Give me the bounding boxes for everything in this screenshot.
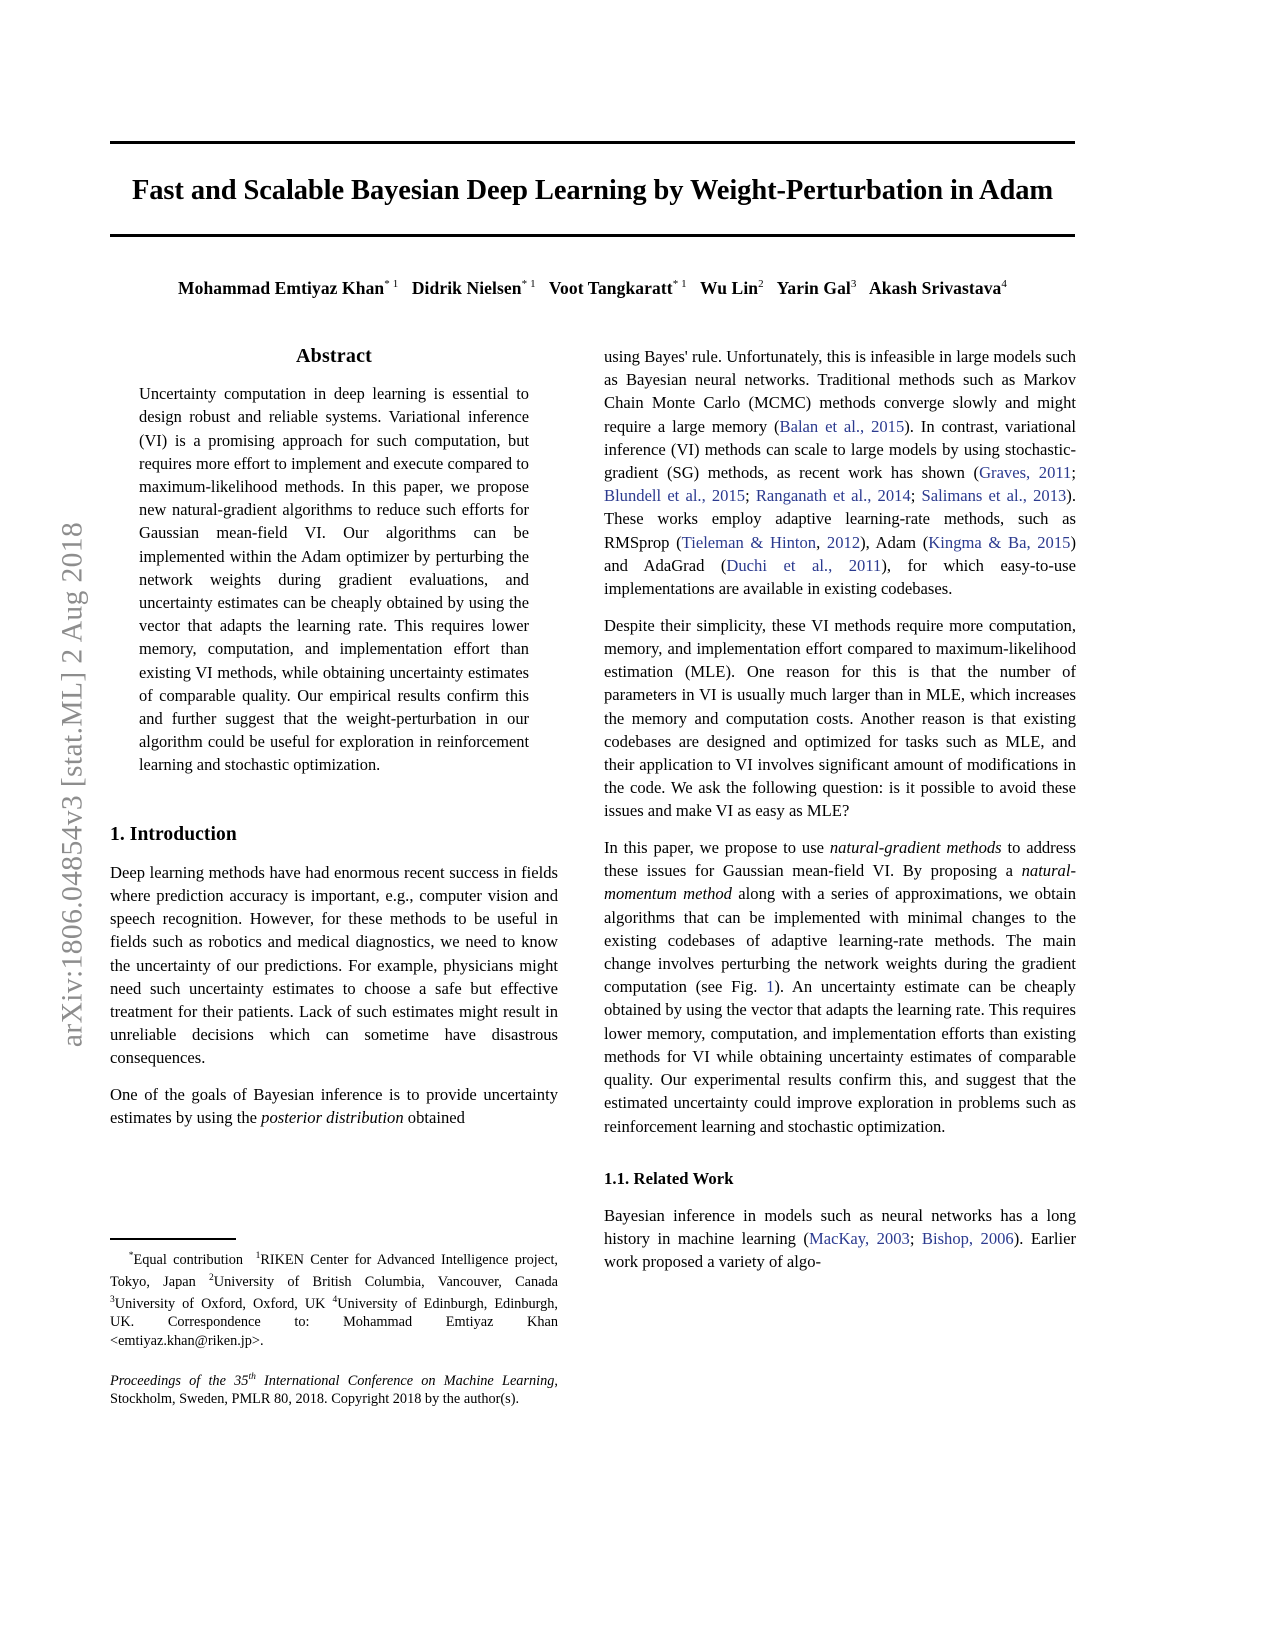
author-entry — [700, 278, 764, 298]
author-name: Mohammad Emtiyaz Khan — [177, 278, 385, 298]
citation-link[interactable]: Duchi et al., 2011 — [726, 555, 882, 575]
footnote-mark-star: * — [128, 1250, 134, 1261]
text-run: Bayesian inference in models such as neural networks has a long history in machine learning ( — [604, 1205, 1076, 1249]
text-run: to address these issues for Gaussian mean-field VI. By proposing a — [604, 838, 1076, 881]
author-entry — [549, 278, 687, 298]
emphasis-posterior-distribution: posterior distribution — [261, 1108, 404, 1128]
right-paragraph-2: Despite their simplicity, these VI methods require more computation, memory, and implementation effort compared to maximum-likelihood estimation (MLE). One reason for this is that the number of parameters in VI is usually much larger than in MLE, which increases the memory and computation costs. Another reason is that existing codebases are designed and optimized for tasks such as MLE, and their application to VI involves significant amount of modifications in the code. We ask the following question: is it possible to avoid these issues and make VI as easy as MLE? — [604, 615, 1076, 821]
citation-link[interactable]: Bishop, 2006 — [921, 1229, 1014, 1249]
abstract-body: Uncertainty computation in deep learning is essential to design robust and reliable systems. Variational inference (VI) is a promising approach for such computation, but requires more effort to implement and execute compared to maximum-likelihood methods. In this paper, we propose new natural-gradient algorithms to reduce such efforts for Gaussian mean-field VI. Our algorithms can be implemented within the Adam optimizer by perturbing the network weights during gradient evaluations, and uncertainty estimates can be cheaply obtained by using the vector that adapts the learning rate. This requires lower memory, computation, and implementation effort than existing VI methods, while obtaining uncertainty estimates of comparable quality. Our empirical results confirm this and further suggest that the weight-perturbation in our algorithm could be useful for exploration in reinforcement learning and stochastic optimization. — [139, 384, 529, 775]
right-paragraph-3 — [604, 836, 1076, 1138]
proceedings-lead: Proceedings of the — [110, 1372, 235, 1389]
emphasis-natural-momentum-method: natural-momentum method — [604, 861, 1076, 904]
citation-link[interactable]: MacKay, 2003 — [808, 1229, 910, 1249]
author-list — [110, 278, 1075, 299]
text-run: ). These works employ adaptive learning-rate methods, such as RMSprop ( — [604, 486, 1076, 552]
text-run: ; — [910, 486, 922, 506]
citation-link[interactable]: 2012 — [826, 532, 861, 552]
affiliation-1: RIKEN Center for Advanced Intelligence project, Tokyo, Japan — [110, 1251, 558, 1290]
proceedings-rest: , Stockholm, Sweden, PMLR 80, 2018. Copyright 2018 by the author(s). — [110, 1372, 558, 1408]
author-name: Akash Srivastava — [869, 278, 1002, 298]
section-heading-related-work: 1.1. Related Work — [604, 1168, 734, 1188]
author-affiliation-marks: * 1 — [384, 278, 399, 291]
footnote-text — [110, 1247, 558, 1350]
proceedings-ordinal-suffix: th — [248, 1371, 256, 1382]
citation-link[interactable]: Graves, 2011 — [979, 463, 1072, 483]
footnote-equal-contribution: Equal contribution — [133, 1251, 244, 1268]
text-run: ). In contrast, variational inference (VI) methods can scale to large models by using stochastic-gradient (SG) methods, as recent work has shown ( — [604, 416, 1076, 483]
citation-link[interactable]: Tieleman & Hinton — [681, 532, 817, 552]
text-run: ; — [909, 1229, 922, 1249]
text-run: ; — [1071, 463, 1076, 483]
figure-reference-link[interactable]: 1 — [766, 977, 775, 997]
page-title: Fast and Scalable Bayesian Deep Learning by Weight-Perturbation in Adam — [131, 175, 1054, 206]
title-block — [110, 141, 1075, 237]
text-run: , — [816, 532, 827, 552]
text-run: ). Earlier work proposed a variety of algo- — [604, 1229, 1076, 1272]
author-entry — [178, 278, 398, 298]
text-run: obtained — [403, 1108, 465, 1128]
text-run: using Bayes' rule. Unfortunately, this is infeasible in large models such as Bayesian neural networks. Traditional methods such as Markov Chain Monte Carlo (MCMC) methods converge slowly and might require a large memory ( — [604, 347, 1076, 436]
citation-link[interactable]: Kingma & Ba, 2015 — [928, 532, 1071, 552]
right-column — [604, 345, 1076, 1274]
text-run: ; — [745, 486, 756, 506]
emphasis-natural-gradient-methods: natural-gradient methods — [829, 838, 1002, 858]
arxiv-stamp: arXiv:1806.04854v3 [stat.ML] 2 Aug 2018 — [56, 521, 89, 1048]
text-run: ), for which easy-to-use implementations are available in existing codebases. — [604, 555, 1076, 599]
author-affiliation-marks: * 1 — [521, 278, 536, 291]
author-name: Wu Lin — [699, 278, 759, 298]
author-affiliation-marks: 4 — [1001, 278, 1008, 291]
author-name: Voot Tangkaratt — [548, 278, 673, 298]
right-paragraph-4 — [604, 1204, 1076, 1274]
footnote-block — [110, 1238, 558, 1409]
citation-link[interactable]: Salimans et al., 2013 — [921, 486, 1067, 506]
footnote-mark-1: 1 — [255, 1250, 261, 1261]
text-run: One of the goals of Bayesian inference is to provide uncertainty estimates by using the — [110, 1085, 558, 1128]
text-run: ) and AdaGrad ( — [604, 532, 1076, 575]
author-name: Yarin Gal — [776, 278, 851, 298]
affiliation-3: University of Oxford, Oxford, UK — [114, 1295, 333, 1312]
affiliation-2: University of British Columbia, Vancouver, Canada — [213, 1273, 558, 1290]
abstract-heading: Abstract — [295, 345, 373, 367]
proceedings-notice — [110, 1368, 558, 1409]
left-column — [110, 345, 558, 1130]
text-run: ). An uncertainty estimate can be cheaply obtained by using the vector that adapts the learning rate. This requires lower memory, computation, and implementation efforts than existing methods for VI while obtaining uncertainty estimates of comparable quality. Our experimental results confirm this, and suggest that the estimated uncertainty could improve exploration in problems such as reinforcement learning and stochastic optimization. — [604, 977, 1076, 1136]
affiliation-4: University of Edinburgh, Edinburgh, UK. Correspondence to: Mohammad Emtiyaz Khan <emtiyaz.khan@riken.jp>. — [110, 1295, 558, 1349]
text-run: along with a series of approximations, we obtain algorithms that can be implemented with minimal changes to the existing codebases of adaptive learning-rate methods. The main change involves perturbing the network weights during the gradient computation (see Fig. — [604, 884, 1076, 997]
text-run: In this paper, we propose to use — [604, 838, 830, 858]
author-affiliation-marks: * 1 — [672, 278, 687, 291]
citation-link[interactable]: Ranganath et al., 2014 — [755, 486, 911, 506]
intro-paragraph-2 — [110, 1083, 558, 1129]
proceedings-conference: International Conference on Machine Learning — [255, 1372, 555, 1389]
author-entry — [869, 278, 1007, 298]
footnote-divider — [110, 1238, 236, 1240]
proceedings-ordinal: 35 — [234, 1372, 249, 1389]
citation-link[interactable]: Blundell et al., 2015 — [604, 486, 746, 506]
footnote-mark-3: 3 — [110, 1294, 115, 1305]
author-affiliation-marks: 2 — [758, 278, 764, 291]
author-entry — [412, 278, 536, 298]
footnote-mark-4: 4 — [332, 1294, 338, 1305]
footnote-mark-2: 2 — [209, 1272, 214, 1283]
citation-link[interactable]: Balan et al., 2015 — [779, 416, 905, 436]
intro-paragraph-1: Deep learning methods have had enormous recent success in fields where prediction accuracy is important, e.g., computer vision and speech recognition. However, for these methods to be useful in fields such as robotics and medical diagnostics, we need to know the uncertainty of our predictions. For example, physicians might need such uncertainty estimates to choose a safe but effective treatment for their patients. Lack of such estimates might result in unreliable decisions which can sometime have disastrous consequences. — [110, 862, 558, 1068]
text-run: ), Adam ( — [860, 532, 929, 552]
right-paragraph-1 — [604, 345, 1076, 600]
author-name: Didrik Nielsen — [411, 278, 522, 298]
section-heading-introduction: 1. Introduction — [110, 823, 237, 845]
title-rule-bottom — [110, 234, 1075, 237]
author-entry — [777, 278, 857, 298]
author-affiliation-marks: 3 — [850, 278, 857, 291]
